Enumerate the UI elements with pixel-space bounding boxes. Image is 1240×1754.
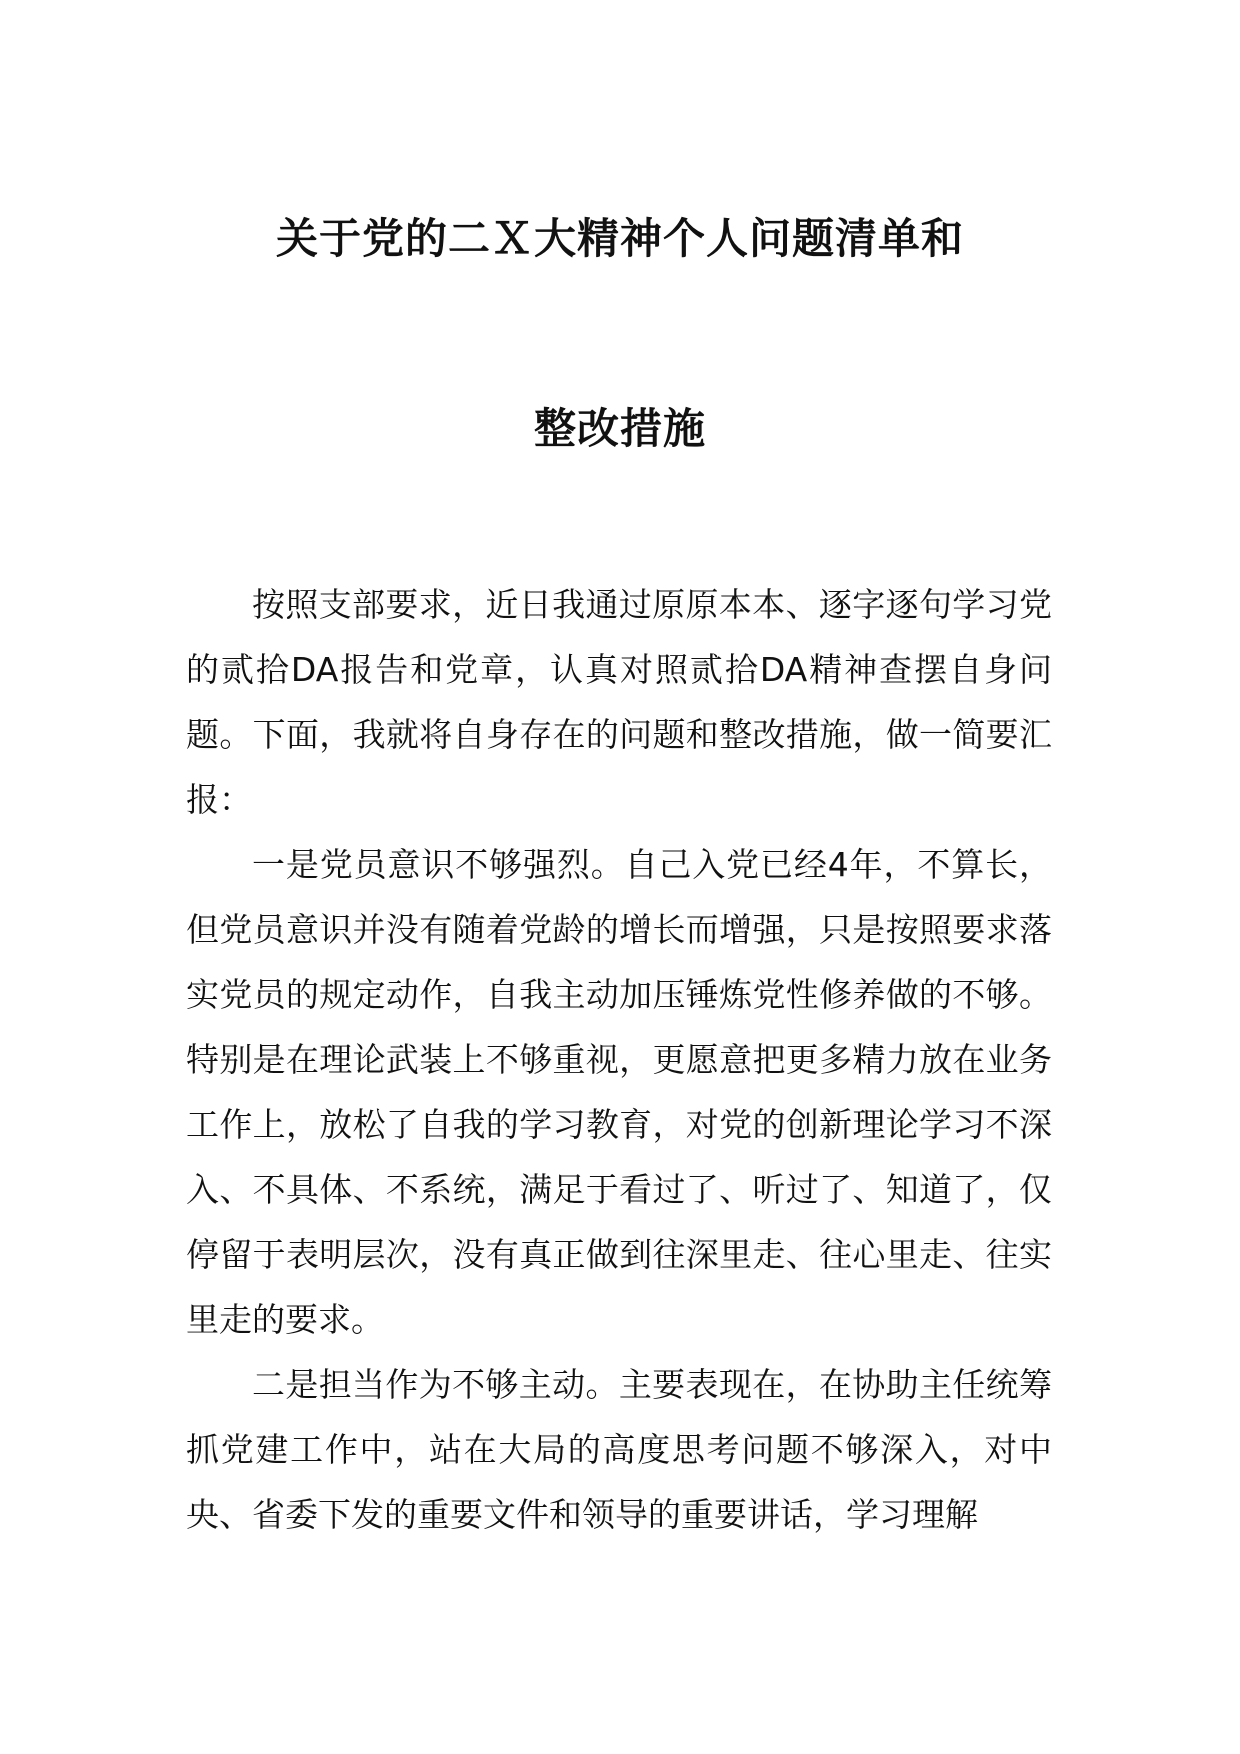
paragraph-intro: 按照支部要求，近日我通过原原本本、逐字逐句学习党的贰拾DA报告和党章，认真对照贰拾DA精神查摆自身问题。下面，我就将自身存在的问题和整改措施，做一简要汇报： [186,585,1052,819]
document-body [186,572,1052,1547]
document-title-line-1: 关于党的二Ｘ大精神个人问题清单和 [275,214,964,263]
paragraph-issue-1: 一是党员意识不够强烈。自己入党已经4年，不算长，但党员意识并没有随着党龄的增长而增强，只是按照要求落实党员的规定动作，自我主动加压锤炼党性修养做的不够。特别是在理论武装上不够重视，更愿意把更多精力放在业务工作上，放松了自我的学习教育，对党的创新理论学习不深入、不具体、不系统，满足于看过了、听过了、知道了，仅停留于表明层次，没有真正做到往深里走、往心里走、往实里走的要求。 [186,845,1052,1339]
paragraph-issue-2: 二是担当作为不够主动。主要表现在，在协助主任统筹抓党建工作中，站在大局的高度思考问题不够深入，对中央、省委下发的重要文件和领导的重要讲话，学习理解 [186,1365,1052,1534]
document-title-line-2: 整改措施 [533,404,706,453]
